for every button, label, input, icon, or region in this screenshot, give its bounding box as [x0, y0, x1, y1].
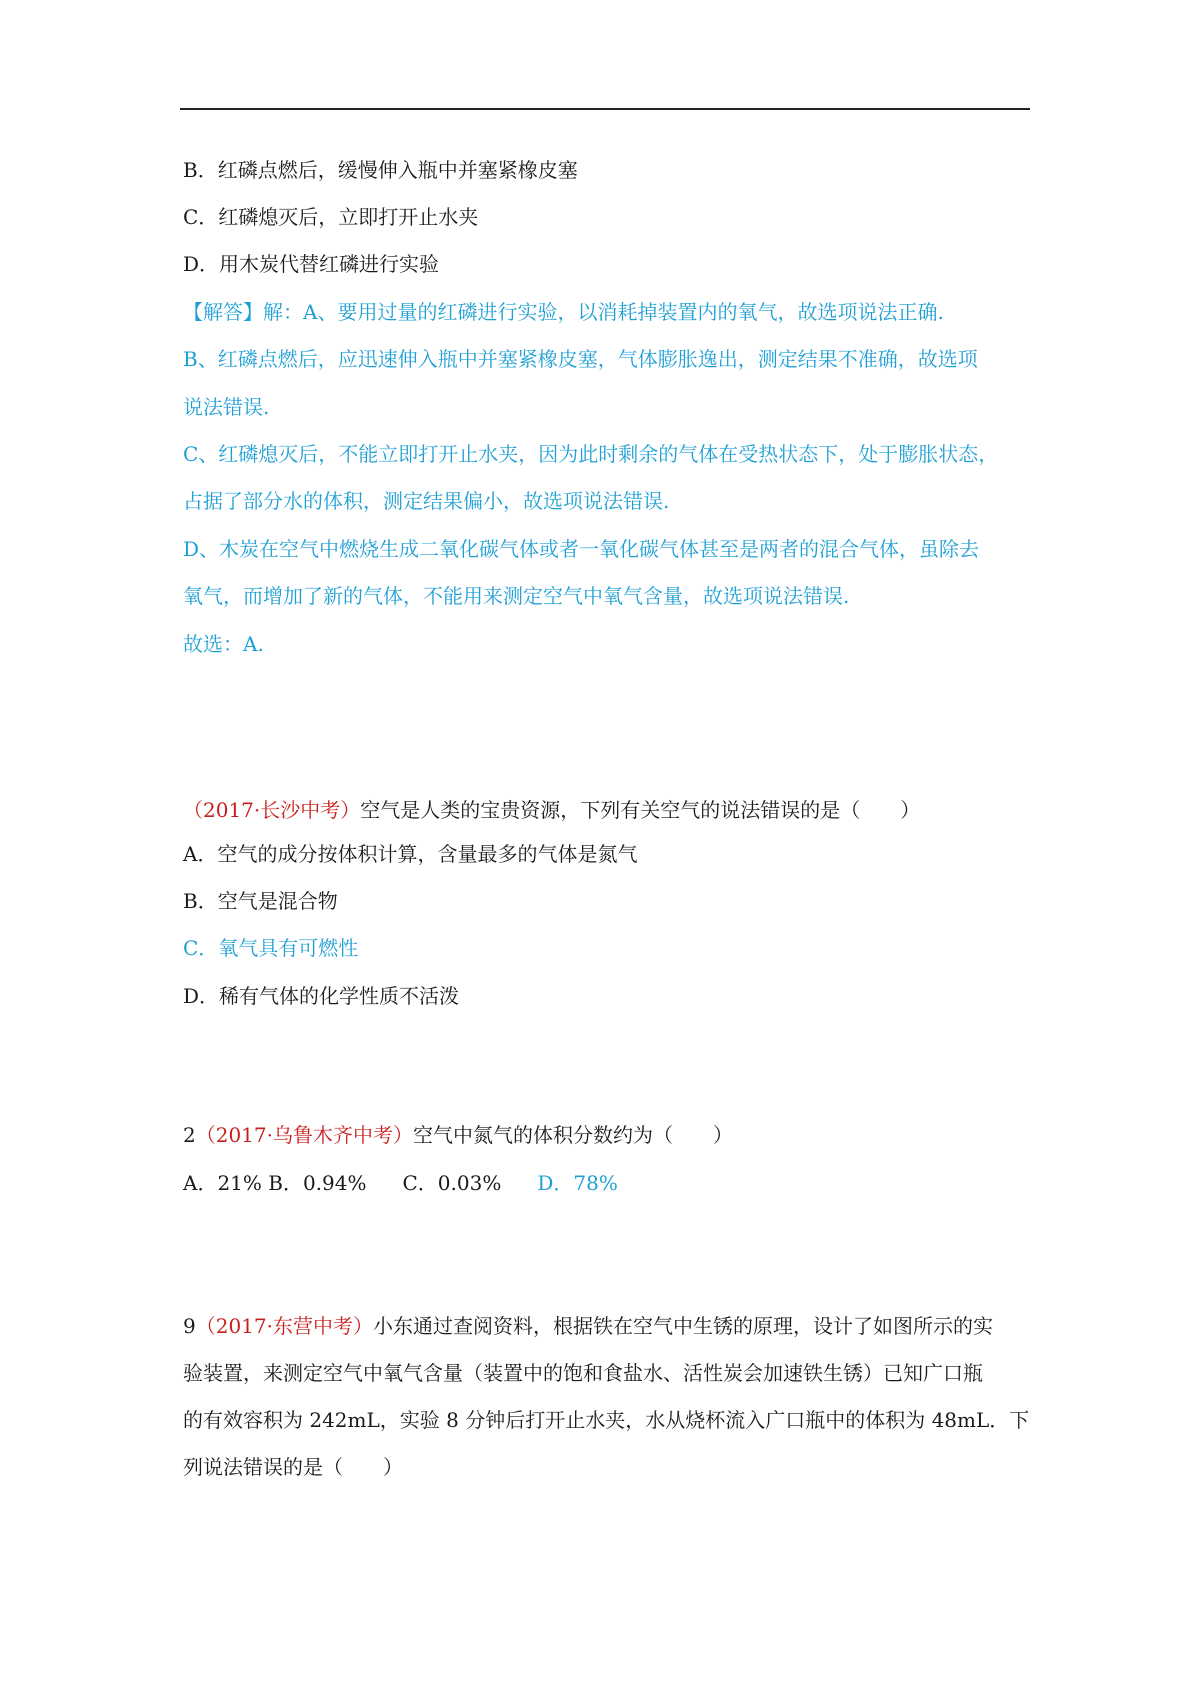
answer-conclusion: 故选：A.	[183, 632, 264, 656]
q2-option-c: C．0.03%	[402, 1171, 502, 1195]
q9-line-3: 的有效容积为 242mL，实验 8 分钟后打开止水夹，水从烧杯流入广口瓶中的体积为 48mL．下	[183, 1408, 1030, 1432]
q2-option-b: B．0.94%	[268, 1171, 367, 1195]
q9-line-2: 验装置，来测定空气中氧气含量（装置中的饱和食盐水、活性炭会加速铁生锈）已知广口瓶	[183, 1361, 983, 1385]
answer-line-4: C、红磷熄灭后，不能立即打开止水夹，因为此时剩余的气体在受热状态下，处于膨胀状态，	[183, 442, 999, 466]
q2-source: （2017·乌鲁木齐中考）	[195, 1123, 413, 1147]
answer-text: 解：A、要用过量的红磷进行实验，以消耗掉装置内的氧气，故选项说法正确.	[263, 300, 944, 324]
answer-line-6: D、木炭在空气中燃烧生成二氧化碳气体或者一氧化碳气体甚至是两者的混合气体，虽除去	[183, 537, 980, 561]
q1-option-b: B．空气是混合物	[183, 889, 338, 913]
q1-option-a: A．空气的成分按体积计算，含量最多的气体是氮气	[183, 842, 638, 866]
q2-options	[183, 1169, 618, 1197]
q1-source: （2017·长沙中考）	[183, 798, 361, 822]
option-b: B．红磷点燃后，缓慢伸入瓶中并塞紧橡皮塞	[183, 158, 578, 182]
q9-line-1	[183, 1312, 993, 1340]
q1-stem-line	[183, 796, 920, 824]
q1-option-c-correct: C．氧气具有可燃性	[183, 936, 359, 960]
answer-line-1	[183, 298, 944, 326]
q2-option-d-correct: D．78%	[537, 1171, 618, 1195]
q9-source: （2017·东营中考）	[195, 1314, 373, 1338]
q1-option-d: D．稀有气体的化学性质不活泼	[183, 984, 460, 1008]
q9-line-4: 列说法错误的是（ ）	[183, 1455, 403, 1479]
option-d: D．用木炭代替红磷进行实验	[183, 252, 440, 276]
header-rule	[180, 108, 1030, 110]
answer-line-7: 氧气，而增加了新的气体，不能用来测定空气中氧气含量，故选项说法错误.	[183, 584, 850, 608]
q9-text-1: 小东通过查阅资料，根据铁在空气中生锈的原理，设计了如图所示的实	[373, 1314, 993, 1338]
q1-stem: 空气是人类的宝贵资源，下列有关空气的说法错误的是（ ）	[360, 798, 921, 822]
option-c: C．红磷熄灭后，立即打开止水夹	[183, 205, 479, 229]
q2-stem: 空气中氮气的体积分数约为（ ）	[413, 1123, 733, 1147]
answer-tag: 【解答】	[183, 300, 263, 324]
answer-line-2: B、红磷点燃后，应迅速伸入瓶中并塞紧橡皮塞，气体膨胀逸出，测定结果不准确，故选项	[183, 347, 978, 371]
q2-number: 2	[183, 1123, 196, 1147]
answer-line-3: 说法错误.	[183, 395, 270, 419]
q9-number: 9	[183, 1314, 196, 1338]
q2-option-a: A．21%	[183, 1171, 262, 1195]
answer-line-5: 占据了部分水的体积，测定结果偏小，故选项说法错误.	[183, 489, 670, 513]
q2-stem-line	[183, 1121, 733, 1149]
